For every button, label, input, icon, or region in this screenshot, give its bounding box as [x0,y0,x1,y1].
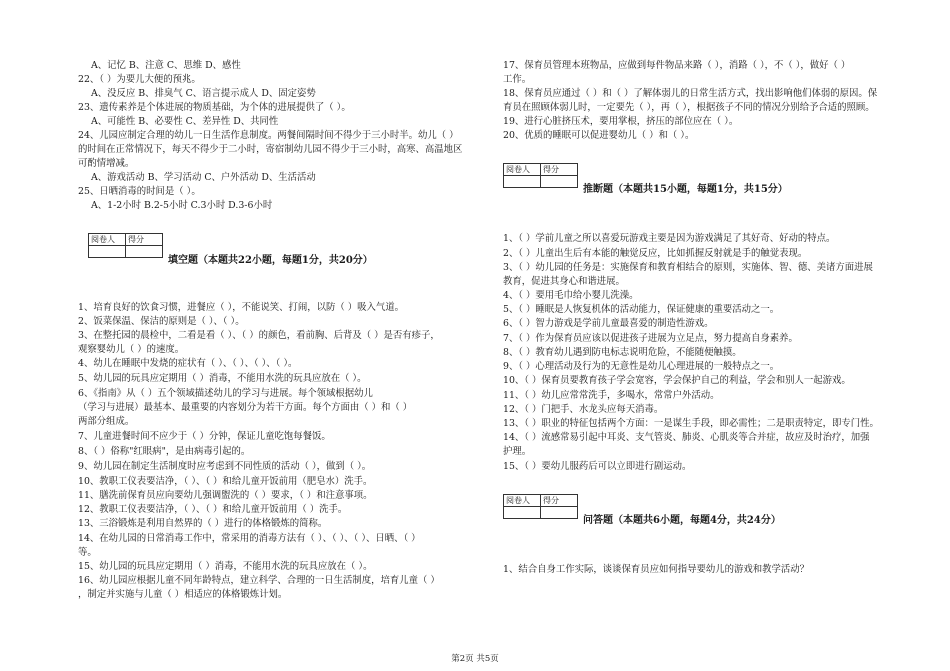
judge-item: 13、（ ）职业的特征包括两个方面：一是谋生手段，即必需性；二是职责特定，即专门性。 [503,418,879,429]
judge-item: 教育，促进其身心和谐进展。 [503,276,625,287]
score-label: 得分 [541,495,578,507]
reviewer-label: 阅卷人 [504,164,541,176]
fill-item: 8、（ ）俗称"红眼病"，是由病毒引起的。 [78,446,251,457]
fill-item: 5、幼儿园的玩具应定期用（ ）消毒，不能用水洗的玩具应放在（ ）。 [78,373,367,384]
fill-item: （学习与进展）最基本、最重要的内容划分为若干方面。每个方面由（ ）和（ ） [78,402,413,413]
score-label: 得分 [126,234,163,246]
q21-options: A、记忆 B、注意 C、思维 D、感性 [91,60,241,71]
section-title-judge: 推断题（本题共15小题，每题1分，共15分） [583,184,788,195]
judge-item: 6、（ ）智力游戏是学前儿童最喜爱的制造性游戏。 [503,318,714,329]
qa-item: 1、结合自身工作实际，谈谈保育员应如何指导要幼儿的游戏和教学活动？ [503,564,809,575]
judge-item: 8、（ ）教育幼儿遇到防电标志说明危险，不能随便触摸。 [503,347,742,358]
fill-item: 15、幼儿园的玩具应定期用（ ）消毒，不能用水洗的玩具应放在（ ）。 [78,561,373,572]
question-22: 22、（ ）为要儿大便的预兆。 [78,74,201,85]
score-cell[interactable] [541,507,578,519]
fill-item: ，制定并实施与儿童（ ）相适应的体格锻炼计划。 [78,589,288,600]
fill-item: 观察婴幼儿（ ）的速度。 [78,344,185,355]
judge-item: 10、（ ）保育员要教育孩子学会宽容，学会保护自己的利益，学会和别人一起游戏。 [503,375,851,386]
q22-options: A、没反应 B、排臭气 C、语言提示成人 D、固定姿势 [91,88,316,99]
reviewer-cell[interactable] [504,176,541,188]
judge-item: 1、（ ）学前儿童之所以喜爱玩游戏主要是因为游戏满足了其好奇、好动的特点。 [503,233,836,244]
question-17-cont: 工作。 [503,74,532,85]
fill-item: 10、教职工仪表要洁净，（ ）、（ ）和给儿童开饭前用（肥皂水）洗手。 [78,476,373,487]
question-25: 25、日晒消毒的时间是（ ）。 [78,186,201,197]
reviewer-cell[interactable] [504,507,541,519]
fill-item: 16、幼儿园应根据儿童不同年龄特点，建立科学、合理的一日生活制度，培育儿童（ ） [78,575,440,586]
question-24: 24、儿园应制定合理的幼儿一日生活作息制度。两餐间隔时间不得少于三小时半。幼儿（ ） [78,130,459,141]
judge-item: 4、（ ）要用毛巾给小婴儿洗澡。 [503,290,639,301]
page-number: 第2页 共5页 [451,654,499,664]
reviewer-label: 阅卷人 [89,234,126,246]
fill-item: 3、在整托园的晨检中，二看是看（ ）、（ ）的颜色，看前胸、后背及（ ）是否有疹子， [78,330,440,341]
fill-item: 13、三浴锻炼是利用自然界的（ ）进行的体格锻炼的简称。 [78,518,328,529]
score-box [503,494,578,519]
fill-item: 14、在幼儿园的日常消毒工作中，常采用的消毒方法有（ ）、（ ）、（ ）、日晒、（ ） [78,533,421,544]
score-box [503,163,578,188]
judge-item: 14、（ ）流感常易引起中耳炎、支气管炎、肺炎、心肌炎等合并症，故应及时治疗，加强 [503,432,870,443]
fill-item: 4、幼儿在睡眠中发烧的症状有（ ）、（ ）、（ ）、（ ）。 [78,358,298,369]
fill-item: 11、膳洗前保育员应向要幼儿强调盥洗的（ ）要求，（ ）和注意事项。 [78,490,373,501]
judge-item: 12、（ ）门把手、水龙头应每天消毒。 [503,404,664,415]
score-cell[interactable] [541,176,578,188]
judge-item: 11、（ ）幼儿应常常洗手，多喝水，常常户外活动。 [503,390,720,401]
judge-item: 15、（ ）要幼儿服药后可以立即进行剧运动。 [503,461,692,472]
question-19: 19、进行心脏挤压术，要用掌根，挤压的部位应在（ ）。 [503,116,739,127]
question-23: 23、遗传素养是个体进展的物质基础，为个体的进展提供了（ ）。 [78,102,351,113]
question-18-cont: 育员在照顾体弱儿时，一定要先（ ），再（ ），根据孩子不同的情况分别给予合适的照顾。 [503,102,875,113]
q23-options: A、可能性 B、必要性 C、差异性 D、共同性 [91,116,279,127]
reviewer-label: 阅卷人 [504,495,541,507]
score-box [88,233,163,258]
fill-item: 等。 [78,547,97,558]
section-title-fill: 填空题（本题共22小题，每题1分，共20分） [168,255,373,266]
judge-item: 3、（ ）幼儿园的任务是：实施保育和教育相结合的原则，实施体、智、德、美诸方面进展 [503,262,873,273]
question-24-cont: 可酌情增减。 [78,158,135,169]
question-18: 18、保育员应通过（ ）和（ ）了解体弱儿的日常生活方式，找出影响他们体弱的原因。保 [503,88,878,99]
section-title-qa: 问答题（本题共6小题，每题4分，共24分） [583,515,781,526]
judge-item: 2、（ ）儿童出生后有本能的触觉反应，比如抓握反射就是手的触觉表现。 [503,248,808,259]
fill-item: 12、教职工仪表要洁净，（ ）、（ ）和给儿童开饭前用（ ）洗手。 [78,504,348,515]
question-17: 17、保育员管理本班物品，应做到每件物品来路（ ），消路（ ），不（ ），做好（ ） [503,60,851,71]
judge-item: 9、（ ）心理活动及行为的无意性是幼儿心理进展的一般特点之一。 [503,361,780,372]
score-label: 得分 [541,164,578,176]
fill-item: 2、饭菜保温、保洁的原则是（ ）、（ ）。 [78,316,245,327]
judge-item: 7、（ ）作为保育员应该以促进孩子进展为立足点，努力提高自身素养。 [503,333,798,344]
judge-item: 护理。 [503,446,532,457]
judge-item: 5、（ ）睡眠是人恢复机体的活动能力，保证健康的重要活动之一。 [503,304,780,315]
score-cell[interactable] [126,246,163,258]
fill-item: 7、儿童进餐时间不应少于（ ）分钟，保证儿童吃饱每餐饭。 [78,431,331,442]
fill-item: 1、培育良好的饮食习惯，进餐应（ ），不能说笑、打闹，以防（ ）吸入气道。 [78,302,404,313]
q25-options: A、1-2小时 B.2-5小时 C.3小时 D.3-6小时 [91,200,273,211]
question-20: 20、优质的睡眠可以促进婴幼儿（ ）和（ ）。 [503,130,695,141]
fill-item: 9、幼儿园在制定生活制度时应考虑到不同性质的活动（ ），做到（ ）。 [78,461,372,472]
q24-options: A、游戏活动 B、学习活动 C、户外活动 D、生活活动 [91,172,316,183]
reviewer-cell[interactable] [89,246,126,258]
question-24-cont: 的时间在正常情况下，每天不得少于二小时，寄宿制幼儿园不得少于三小时，高寒、高温地区 [78,144,463,155]
fill-item: 两部分组成。 [78,416,135,427]
fill-item: 6、《指南》从（ ）五个领域描述幼儿的学习与进展。每个领域根据幼儿 [78,388,373,399]
